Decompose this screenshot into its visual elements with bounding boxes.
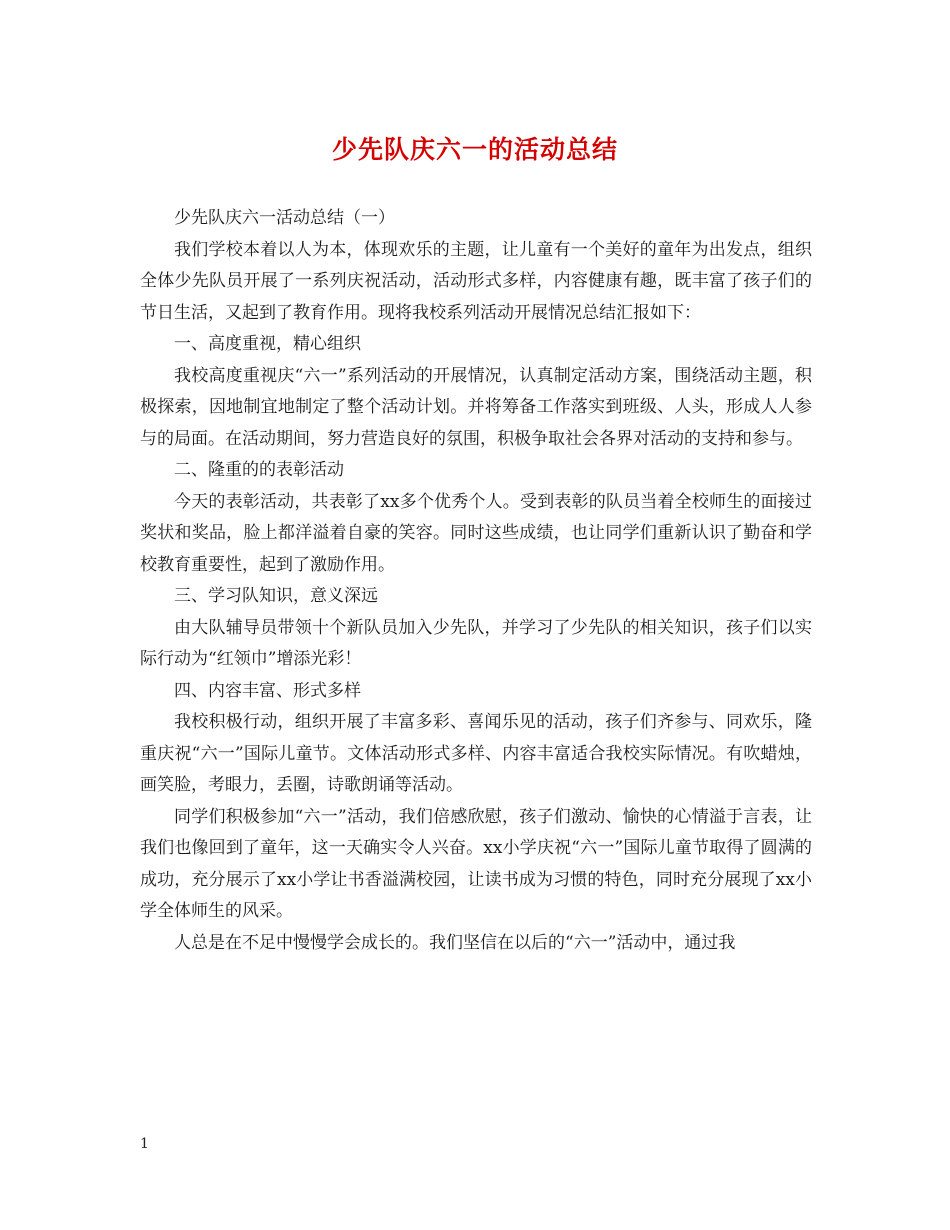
paragraph-subtitle: 少先队庆六一活动总结（一）	[174, 208, 395, 228]
document-body	[140, 203, 812, 959]
section-heading-4: 四、内容丰富、形式多样	[174, 680, 361, 701]
paragraph-section-1: 我校高度重视庆“六一”系列活动的开展情况，认真制定活动方案，围绕活动主题，积极探索，因地制宜地制定了整个活动计划。并将筹备工作落实到班级、人头，形成人人参与的局面。在活动期间，努力营造良好的氛围，积极争取社会各界对活动的支持和参与。	[140, 365, 812, 449]
section-heading-3: 三、学习队知识，意义深远	[174, 586, 378, 606]
section-heading-2: 二、隆重的的表彰活动	[174, 460, 344, 480]
page-number: 1	[140, 1136, 149, 1152]
paragraph-reflection: 同学们积极参加“六一”活动，我们倍感欣慰，孩子们激动、愉快的心情溢于言表，让我们也像回到了童年，这一天确实令人兴奋。xx小学庆祝“六一”国际儿童节取得了圆满的成功，充分展示了xx小学让书香溢满校园，让读书成为习惯的特色，同时充分展现了xx小学全体师生的风采。	[140, 806, 812, 921]
document-title: 少先队庆六一的活动总结	[331, 135, 618, 164]
paragraph-section-2: 今天的表彰活动，共表彰了xx多个优秀个人。受到表彰的队员当着全校师生的面接过奖状和奖品，脸上都洋溢着自豪的笑容。同时这些成绩，也让同学们重新认识了勤奋和学校教育重要性，起到了激励作用。	[140, 491, 812, 575]
paragraph-intro: 我们学校本着以人为本，体现欢乐的主题，让儿童有一个美好的童年为出发点，组织全体少先队员开展了一系列庆祝活动，活动形式多样，内容健康有趣，既丰富了孩子们的节日生活，又起到了教育作用。现将我校系列活动开展情况总结汇报如下：	[140, 239, 812, 323]
paragraph-section-3: 由大队辅导员带领十个新队员加入少先队，并学习了少先队的相关知识，孩子们以实际行动为“红领巾”增添光彩！	[140, 617, 812, 669]
paragraph-closing: 人总是在不足中慢慢学会成长的。我们坚信在以后的“六一”活动中，通过我	[174, 932, 736, 953]
section-heading-1: 一、高度重视，精心组织	[174, 334, 361, 354]
paragraph-section-4: 我校积极行动，组织开展了丰富多彩、喜闻乐见的活动，孩子们齐参与、同欢乐，隆重庆祝“六一”国际儿童节。文体活动形式多样、内容丰富适合我校实际情况。有吹蜡烛，画笑脸，考眼力，丢圈，诗歌朗诵等活动。	[140, 712, 812, 795]
